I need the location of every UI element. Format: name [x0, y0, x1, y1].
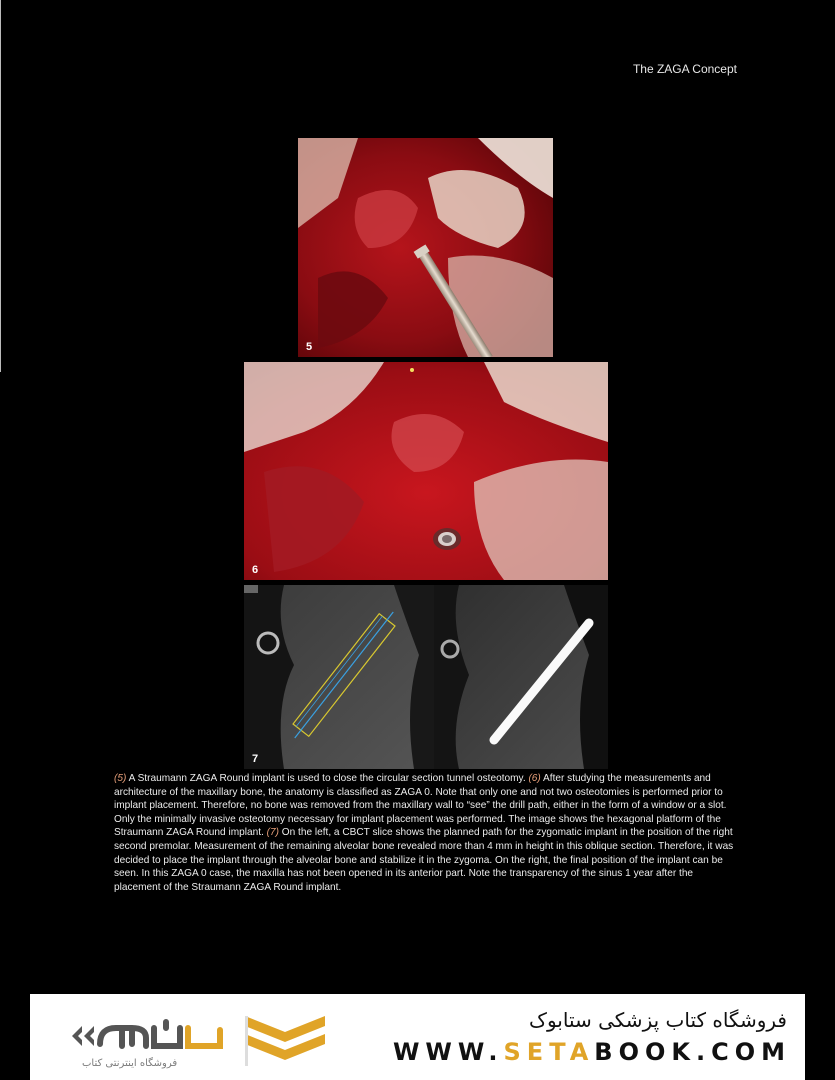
figure-6-surgical-photo — [244, 362, 608, 580]
setabook-banner[interactable] — [30, 994, 805, 1080]
caption-ref-6: (6) — [528, 773, 541, 784]
caption-ref-7: (7) — [266, 827, 279, 839]
figure-number: 6 — [252, 564, 259, 576]
caption-text-7: On the left, a CBCT slice shows the planned path for the zygomatic implant in the position of the right second premolar. Measurement of the remaining alveolar bone revealed more than 4 mm in height in this oblique section. Therefore, it was decided to place the implant through the alveolar bone and stabilize it in the zygoma. On the right, the final position of the implant can be seen. In this ZAGA 0 case, the maxilla has not been opened in its anterior part. Note the transparency of the sinus 1 year after the placement of the Straumann ZAGA Round implant. — [114, 827, 734, 893]
shop-url-link[interactable] — [393, 1038, 791, 1066]
caption-text-6: After studying the measurements and architecture of the maxillary bone, the anatomy is classified as ZAGA 0. Note that only one and not two osteotomies is performed prior to implant placement. Therefore, no bone was removed from the maxillary wall to “see” the drill path, either in the form of a window or a slot. Only the minimally invasive osteotomy necessary for implant placement was performed. The image shows the hexagonal platform of the Straumann ZAGA Round implant. — [114, 773, 727, 839]
chevron-logo-icon — [245, 1016, 325, 1066]
url-part-2: BOOK.COM — [594, 1038, 791, 1066]
figure-5-surgical-photo — [298, 138, 553, 357]
caption-text-5: A Straumann ZAGA Round implant is used to close the circular section tunnel osteotomy. — [126, 773, 529, 784]
shop-slogan: فروشگاه اینترنتی کتاب — [82, 1058, 178, 1069]
caption-ref-5: (5) — [114, 773, 127, 784]
shop-name: فروشگاه کتاب پزشکی ستابوک — [529, 1008, 787, 1032]
figure-caption — [114, 772, 738, 894]
figure-number: 5 — [306, 341, 313, 353]
url-part-1: WWW. — [392, 1038, 504, 1066]
figure-7-cbct-slices — [244, 585, 608, 769]
running-header: The ZAGA Concept — [632, 62, 737, 76]
url-highlight: SETA — [503, 1038, 595, 1066]
page-edge-line — [0, 0, 1, 372]
figure-number: 7 — [252, 753, 259, 765]
